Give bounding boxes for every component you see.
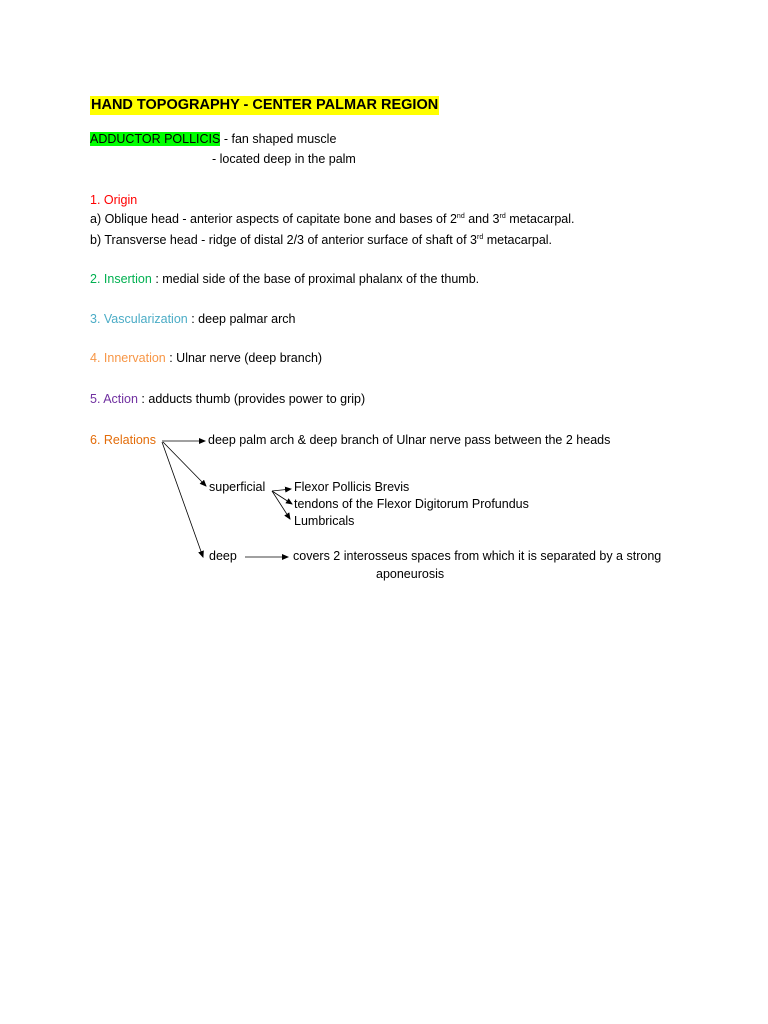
relations-deep: deep [209,549,237,563]
relations-label: 6. Relations [90,433,157,447]
superficial-item-3: Lumbricals [294,514,355,528]
innervation-line: 4. Innervation : Ulnar nerve (deep branch) [90,351,323,365]
page-title: HAND TOPOGRAPHY - CENTER PALMAR REGION [91,97,439,113]
muscle-name: ADDUCTOR POLLICIS [90,132,221,146]
superficial-item-1: Flexor Pollicis Brevis [294,480,410,494]
origin-heading: 1. Origin [90,193,138,207]
origin-b: b) Transverse head - ridge of distal 2/3 of anterior surface of shaft of 3rd metacarpal. [90,233,553,247]
insertion-label: 2. Insertion [90,272,152,286]
deep-text-2: aponeurosis [376,567,445,581]
insertion-line: 2. Insertion : medial side of the base of proximal phalanx of the thumb. [90,272,480,286]
action-label: 5. Action [90,392,138,406]
relations-main: deep palm arch & deep branch of Ulnar nerve pass between the 2 heads [208,433,611,447]
vascularization-label: 3. Vascularization [90,312,188,326]
deep-text-1: covers 2 interosseus spaces from which it is separated by a strong [293,549,662,563]
muscle-desc-1: - fan shaped muscle [220,132,337,146]
vascularization-line: 3. Vascularization : deep palmar arch [90,312,296,326]
arrow-superficial-1 [272,489,291,491]
action-line: 5. Action : adducts thumb (provides power to grip) [90,392,366,406]
innervation-label: 4. Innervation [90,351,166,365]
muscle-desc-2: - located deep in the palm [212,152,356,166]
origin-a: a) Oblique head - anterior aspects of capitate bone and bases of 2nd and 3rd metacarpal. [90,212,575,226]
arrow-superficial-3 [272,491,290,519]
arrow-to-deep [162,442,203,557]
superficial-item-2: tendons of the Flexor Digitorum Profundus [294,497,529,511]
relations-superficial: superficial [209,480,266,494]
arrow-superficial-2 [272,491,292,504]
